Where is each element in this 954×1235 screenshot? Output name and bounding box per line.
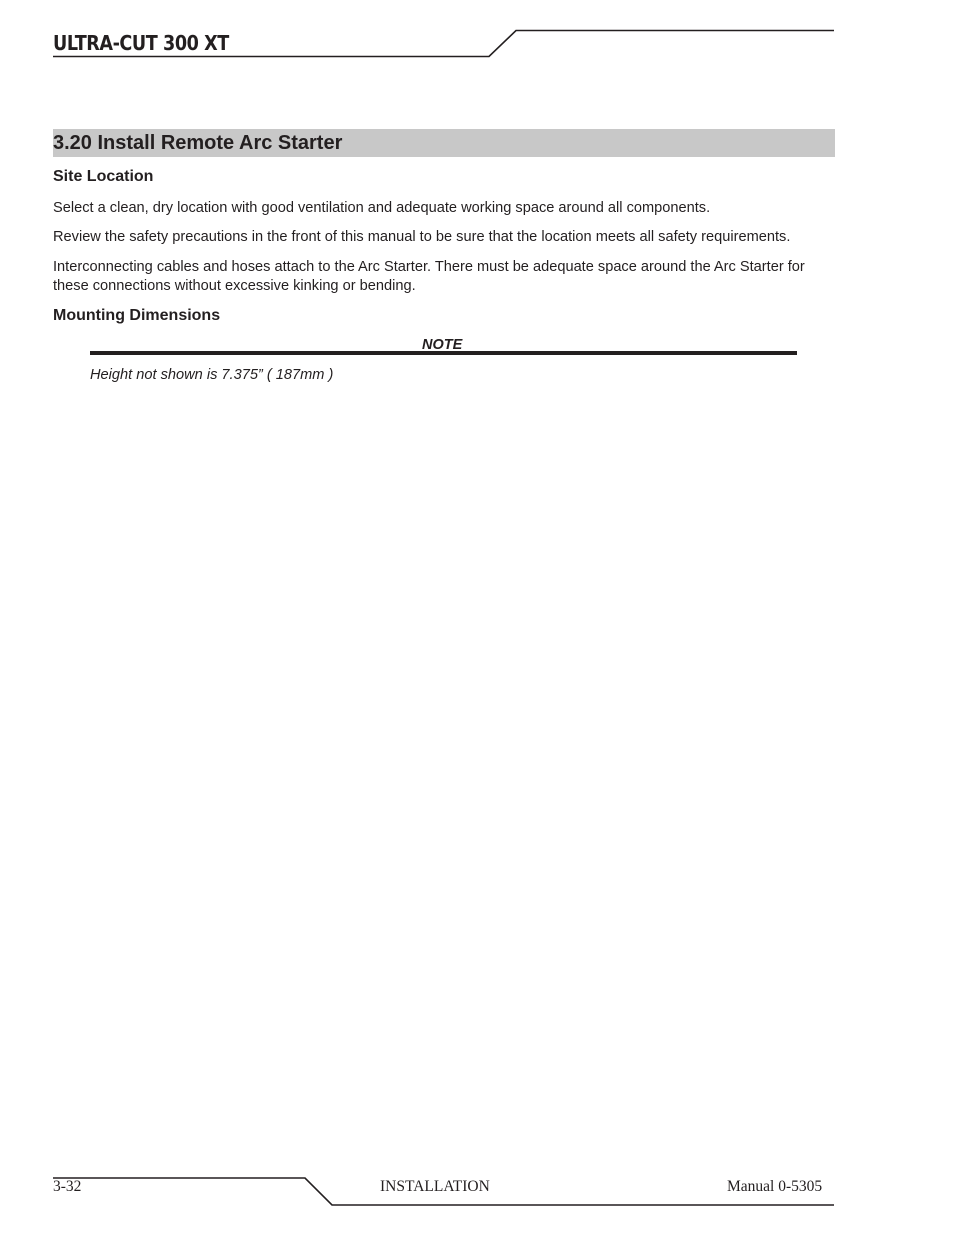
section-title: 3.20 Install Remote Arc Starter <box>53 132 343 154</box>
footer-chapter: INSTALLATION <box>380 1178 490 1195</box>
product-title: ULTRA-CUT 300 XT <box>53 31 229 55</box>
note-label: NOTE <box>422 337 463 353</box>
site-location-paragraph-2: Review the safety precautions in the front of this manual to be sure that the location meets all safety requirements. <box>53 229 791 245</box>
site-location-paragraph-3: Interconnecting cables and hoses attach to the Arc Starter. There must be adequate space around the Arc Starter for these connections without excessive kinking or bending. <box>53 259 805 294</box>
site-location-paragraph-1: Select a clean, dry location with good ventilation and adequate working space around all components. <box>53 200 711 216</box>
note-text: Height not shown is 7.375” ( 187mm ) <box>90 367 334 383</box>
footer-manual-number: Manual 0-5305 <box>727 1178 823 1195</box>
mounting-dimensions-heading: Mounting Dimensions <box>53 307 221 324</box>
site-location-heading: Site Location <box>53 168 154 185</box>
footer-page-number: 3-32 <box>53 1178 82 1195</box>
